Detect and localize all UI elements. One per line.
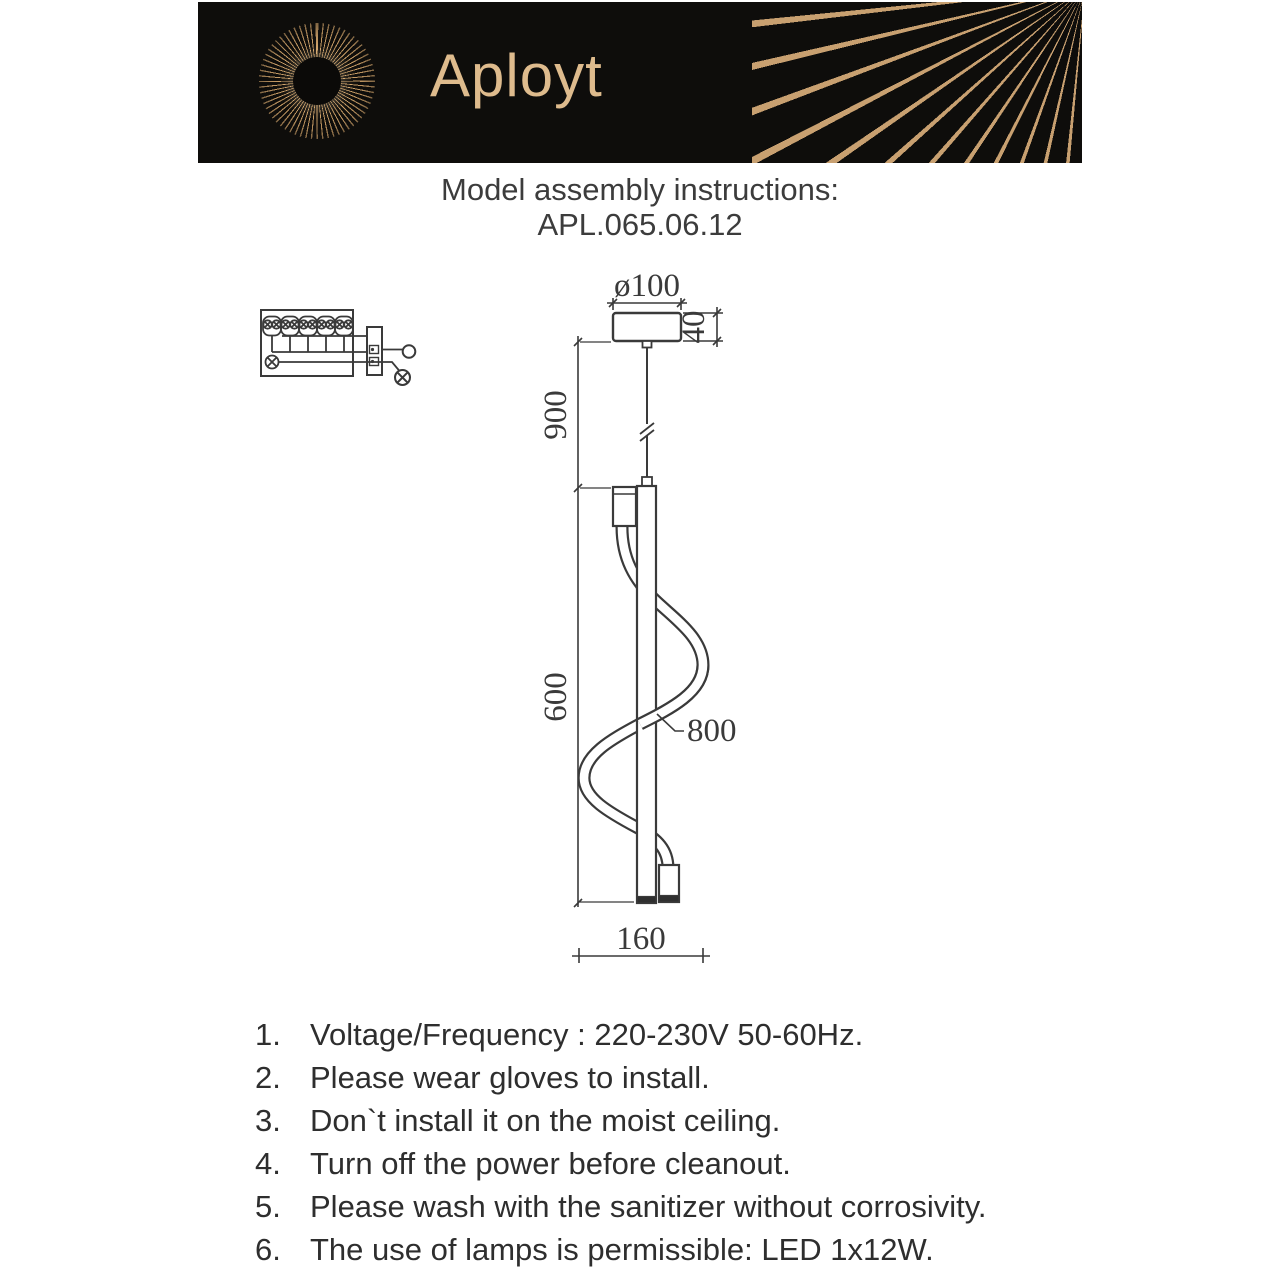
list-item [255, 1228, 1085, 1271]
item-text: Turn off the power before cleanout. [310, 1146, 791, 1181]
pendant-lamp [584, 313, 703, 903]
canopy [613, 313, 681, 341]
list-item [255, 1056, 1085, 1099]
instruction-list [255, 1013, 1085, 1271]
item-text: Please wash with the sanitizer without corrosivity. [310, 1189, 987, 1224]
list-item [255, 1099, 1085, 1142]
brand-name: Aployt [430, 42, 603, 109]
wiring-diagram [261, 310, 415, 385]
item-number: 5. [255, 1189, 281, 1224]
item-number: 1. [255, 1017, 281, 1052]
dim-suspension: 900 [538, 390, 574, 440]
list-item [255, 1142, 1085, 1185]
item-text: Voltage/Frequency : 220-230V 50-60Hz. [310, 1017, 864, 1052]
dim-diameter: ø100 [614, 268, 680, 304]
list-item [255, 1013, 1085, 1056]
dim-canopy-height: 40 [676, 310, 712, 344]
dim-flex-tube: 800 [687, 713, 737, 749]
item-text: Don`t install it on the moist ceiling. [310, 1103, 781, 1138]
dim-width: 160 [616, 921, 666, 957]
item-text: The use of lamps is permissible: LED 1x12W. [310, 1232, 934, 1267]
item-number: 2. [255, 1060, 281, 1095]
dim-body-height: 600 [538, 672, 574, 722]
item-number: 3. [255, 1103, 281, 1138]
list-item [255, 1185, 1085, 1228]
flex-tube-top-cap [613, 487, 636, 526]
lamp-rod [637, 486, 656, 903]
model-number: APL.065.06.12 [537, 207, 743, 242]
item-number: 4. [255, 1146, 281, 1181]
page-title: Model assembly instructions: [441, 172, 839, 207]
item-text: Please wear gloves to install. [310, 1060, 710, 1095]
item-number: 6. [255, 1232, 281, 1267]
